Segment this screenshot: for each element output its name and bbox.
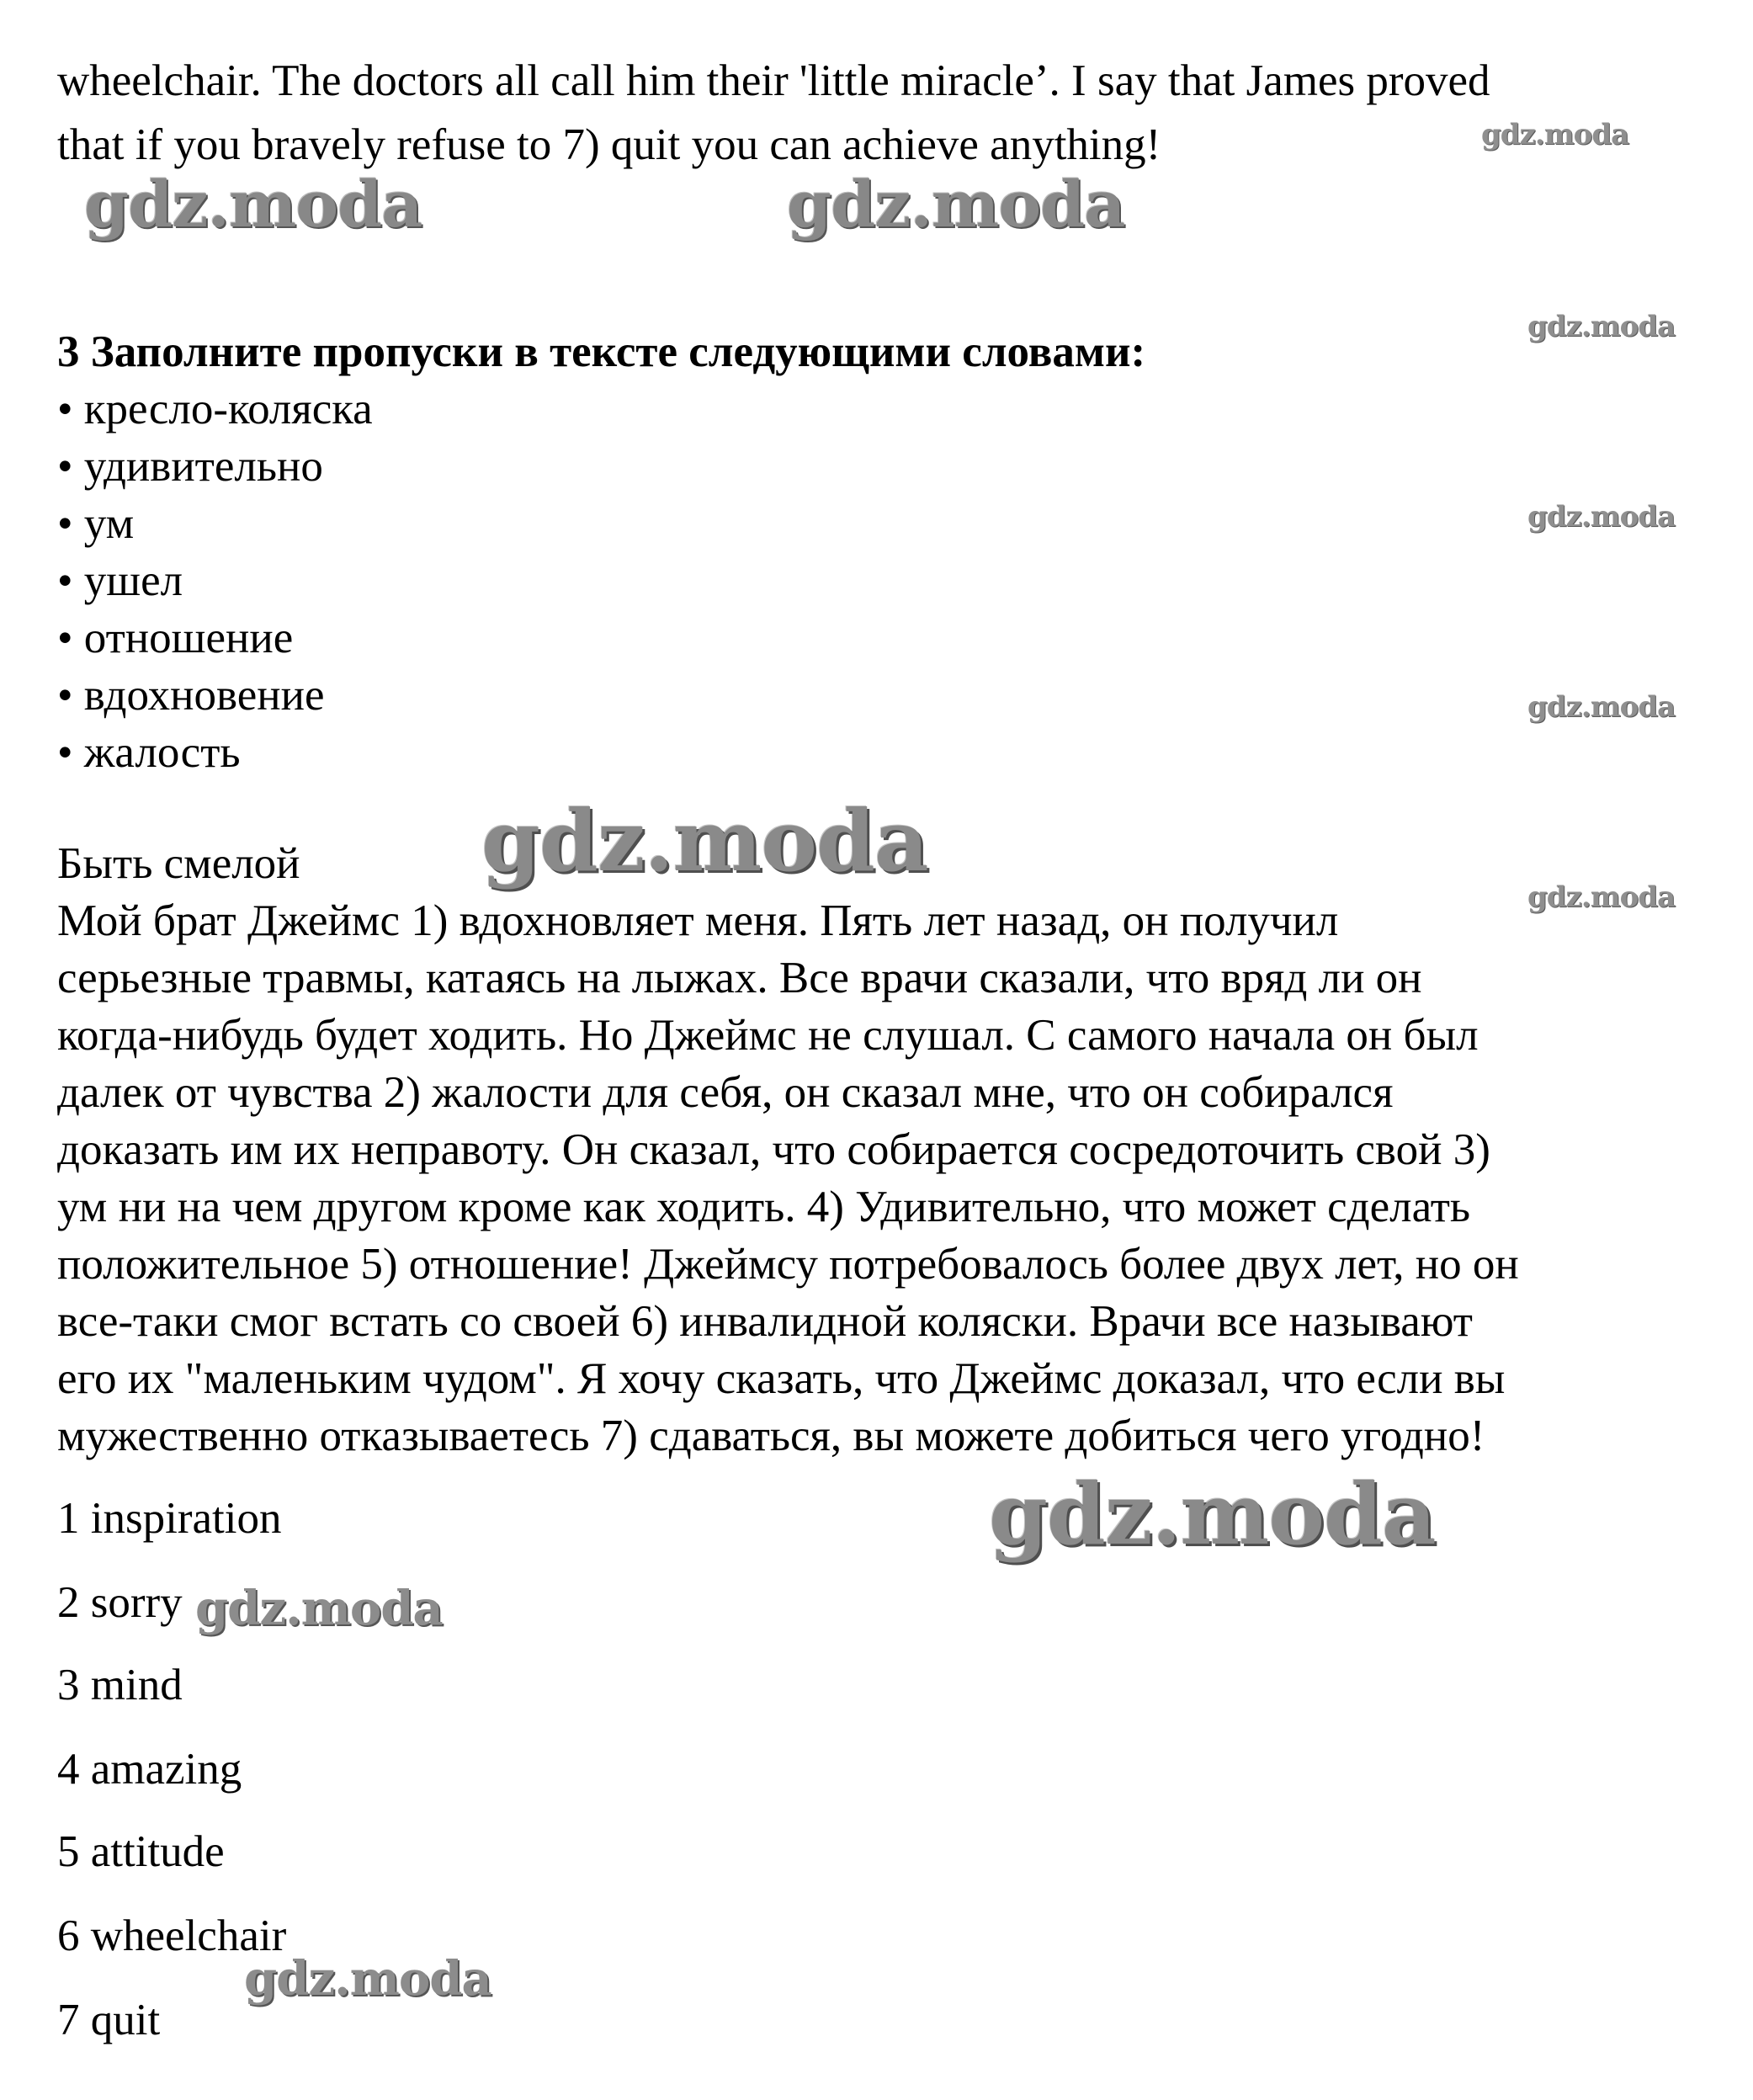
watermark: gdz.moda bbox=[787, 167, 1125, 242]
intro-line-1: wheelchair. The doctors all call him their 'little miracle’. I say that James proved bbox=[57, 56, 1490, 105]
story-line: Мой брат Джеймс 1) вдохновляет меня. Пять лет назад, он получил bbox=[57, 896, 1339, 945]
story-line: ум ни на чем другом кроме как ходить. 4) Удивительно, что может сделать bbox=[57, 1183, 1471, 1231]
story-line: далек от чувства 2) жалости для себя, он сказал мне, что он собирался bbox=[57, 1068, 1394, 1117]
word-list-item: • вдохновение bbox=[57, 671, 325, 720]
story-line: положительное 5) отношение! Джеймсу потребовалось более двух лет, но он bbox=[57, 1240, 1519, 1289]
watermark: gdz.moda bbox=[1527, 690, 1676, 724]
word-list-item: • отношение bbox=[57, 614, 294, 662]
watermark: gdz.moda bbox=[1481, 118, 1629, 152]
watermark: gdz.moda bbox=[481, 791, 928, 891]
watermark: gdz.moda bbox=[1527, 500, 1676, 534]
watermark: gdz.moda bbox=[989, 1465, 1436, 1564]
watermark: gdz.moda bbox=[195, 1581, 443, 1636]
word-list-item: • удивительно bbox=[57, 442, 323, 491]
word-list-item: • ушел bbox=[57, 556, 183, 605]
answer-item: 5 attitude bbox=[57, 1827, 225, 1876]
intro-line-2: that if you bravely refuse to 7) quit you can achieve anything! bbox=[57, 120, 1161, 169]
watermark: gdz.moda bbox=[244, 1951, 491, 2007]
word-list-item: • кресло-коляска bbox=[57, 385, 373, 433]
answer-item: 6 wheelchair bbox=[57, 1911, 287, 1960]
answer-item: 4 amazing bbox=[57, 1745, 242, 1794]
answer-item: 2 sorry bbox=[57, 1578, 183, 1627]
story-line: мужественно отказываетесь 7) сдаваться, вы можете добиться чего угодно! bbox=[57, 1412, 1485, 1460]
story-line: его их "маленьким чудом". Я хочу сказать, что Джеймс доказал, что если вы bbox=[57, 1354, 1506, 1403]
story-title: Быть смелой bbox=[57, 839, 300, 888]
story-line: когда-нибудь будет ходить. Но Джеймс не слушал. С самого начала он был bbox=[57, 1011, 1479, 1060]
answer-item: 7 quit bbox=[57, 1996, 161, 2044]
story-line: все-таки смог встать со своей 6) инвалидной коляски. Врачи все называют bbox=[57, 1297, 1473, 1346]
word-list-item: • ум bbox=[57, 499, 135, 548]
watermark: gdz.moda bbox=[1527, 310, 1676, 343]
answer-item: 3 mind bbox=[57, 1661, 183, 1709]
answer-item: 1 inspiration bbox=[57, 1494, 282, 1543]
word-list-item: • жалость bbox=[57, 728, 241, 777]
story-line: доказать им их неправоту. Он сказал, что собирается сосредоточить свой 3) bbox=[57, 1125, 1490, 1174]
story-line: серьезные травмы, катаясь на лыжах. Все врачи сказали, что вряд ли он bbox=[57, 954, 1422, 1002]
watermark: gdz.moda bbox=[1527, 880, 1676, 914]
watermark: gdz.moda bbox=[84, 167, 422, 242]
task-heading: 3 Заполните пропуски в тексте следующими словами: bbox=[57, 327, 1146, 376]
